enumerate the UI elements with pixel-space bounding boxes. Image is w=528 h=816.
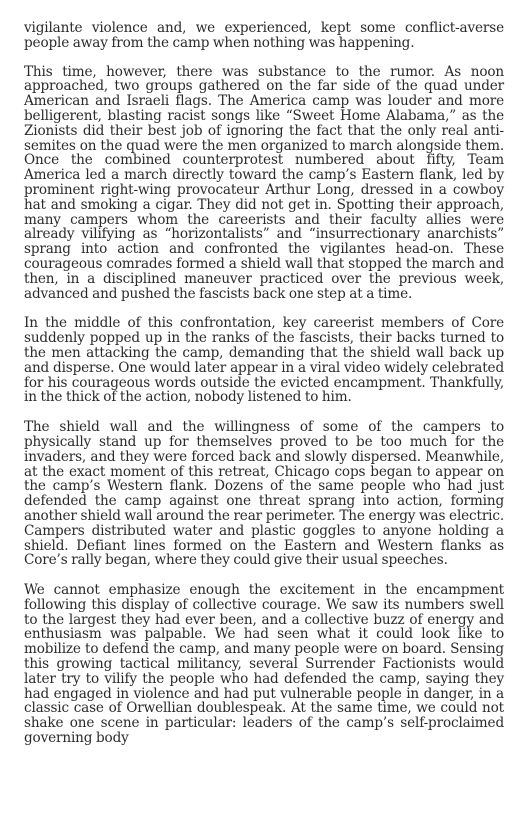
paragraph-1: vigilante violence and, we experienced, kept some conflict-averse people away from the camp when nothing was happening. <box>24 20 504 51</box>
paragraph-3: In the middle of this confrontation, key careerist members of Core suddenly popped up in the ranks of the fascists, their backs turned to the men attacking the camp, demanding that the shield wall back up and disperse. One would later appear in a viral video widely celebrated for his courageous words outside the evicted encampment. Thankfully, in the thick of the action, nobody listened to him. <box>24 315 504 406</box>
paragraph-5: We cannot emphasize enough the excitement in the encampment following this display of collective courage. We saw its numbers swell to the largest they had ever been, and a collective buzz of energy and enthusiasm was palpable. We had seen what it could look like to mobilize to defend the camp, and many people were on board. Sensing this growing tactical militancy, several Surrender Factionists would later try to vilify the people who had defended the camp, saying they had engaged in violence and had put vulnerable people in danger, in a classic case of Orwellian doublespeak. At the same time, we could not shake one scene in particular: leaders of the camp’s self-proclaimed governing body <box>24 582 504 747</box>
paragraph-4: The shield wall and the willingness of some of the campers to physically stand up for themselves proved to be too much for the invaders, and they were forced back and slowly dispersed. Meanwhile, at the exact moment of this retreat, Chicago cops began to appear on the camp’s Western flank. Dozens of the same people who had just defended the camp against one threat sprang into action, forming another shield wall around the rear perimeter. The energy was electric. Campers distributed water and plastic goggles to anyone holding a shield. Defiant lines formed on the Eastern and Western flanks as Core’s rally began, where they could give their usual speeches. <box>24 419 504 569</box>
document-page <box>24 21 504 746</box>
paragraph-2: This time, however, there was substance to the rumor. As noon approached, two groups gathered on the far side of the quad under American and Israeli flags. The America camp was louder and more belligerent, blasting racist songs like “Sweet Home Alabama,” as the Zionists did their best job of ignoring the fact that the only real anti-semites on the quad were the men organized to march alongside them. Once the combined counterprotest numbered about fifty, Team America led a march directly toward the camp’s Eastern flank, led by prominent right-wing provocateur Arthur Long, dressed in a cowboy hat and smoking a cigar. They did not get in. Spotting their approach, many campers whom the careerists and their faculty allies were already vilifying as “horizontalists” and “insurrectionary anarchists” sprang into action and confronted the vigilantes head-on. These courageous comrades formed a shield wall that stopped the march and then, in a disciplined maneuver practiced over the previous week, advanced and pushed the fascists back one step at a time. <box>24 63 504 302</box>
